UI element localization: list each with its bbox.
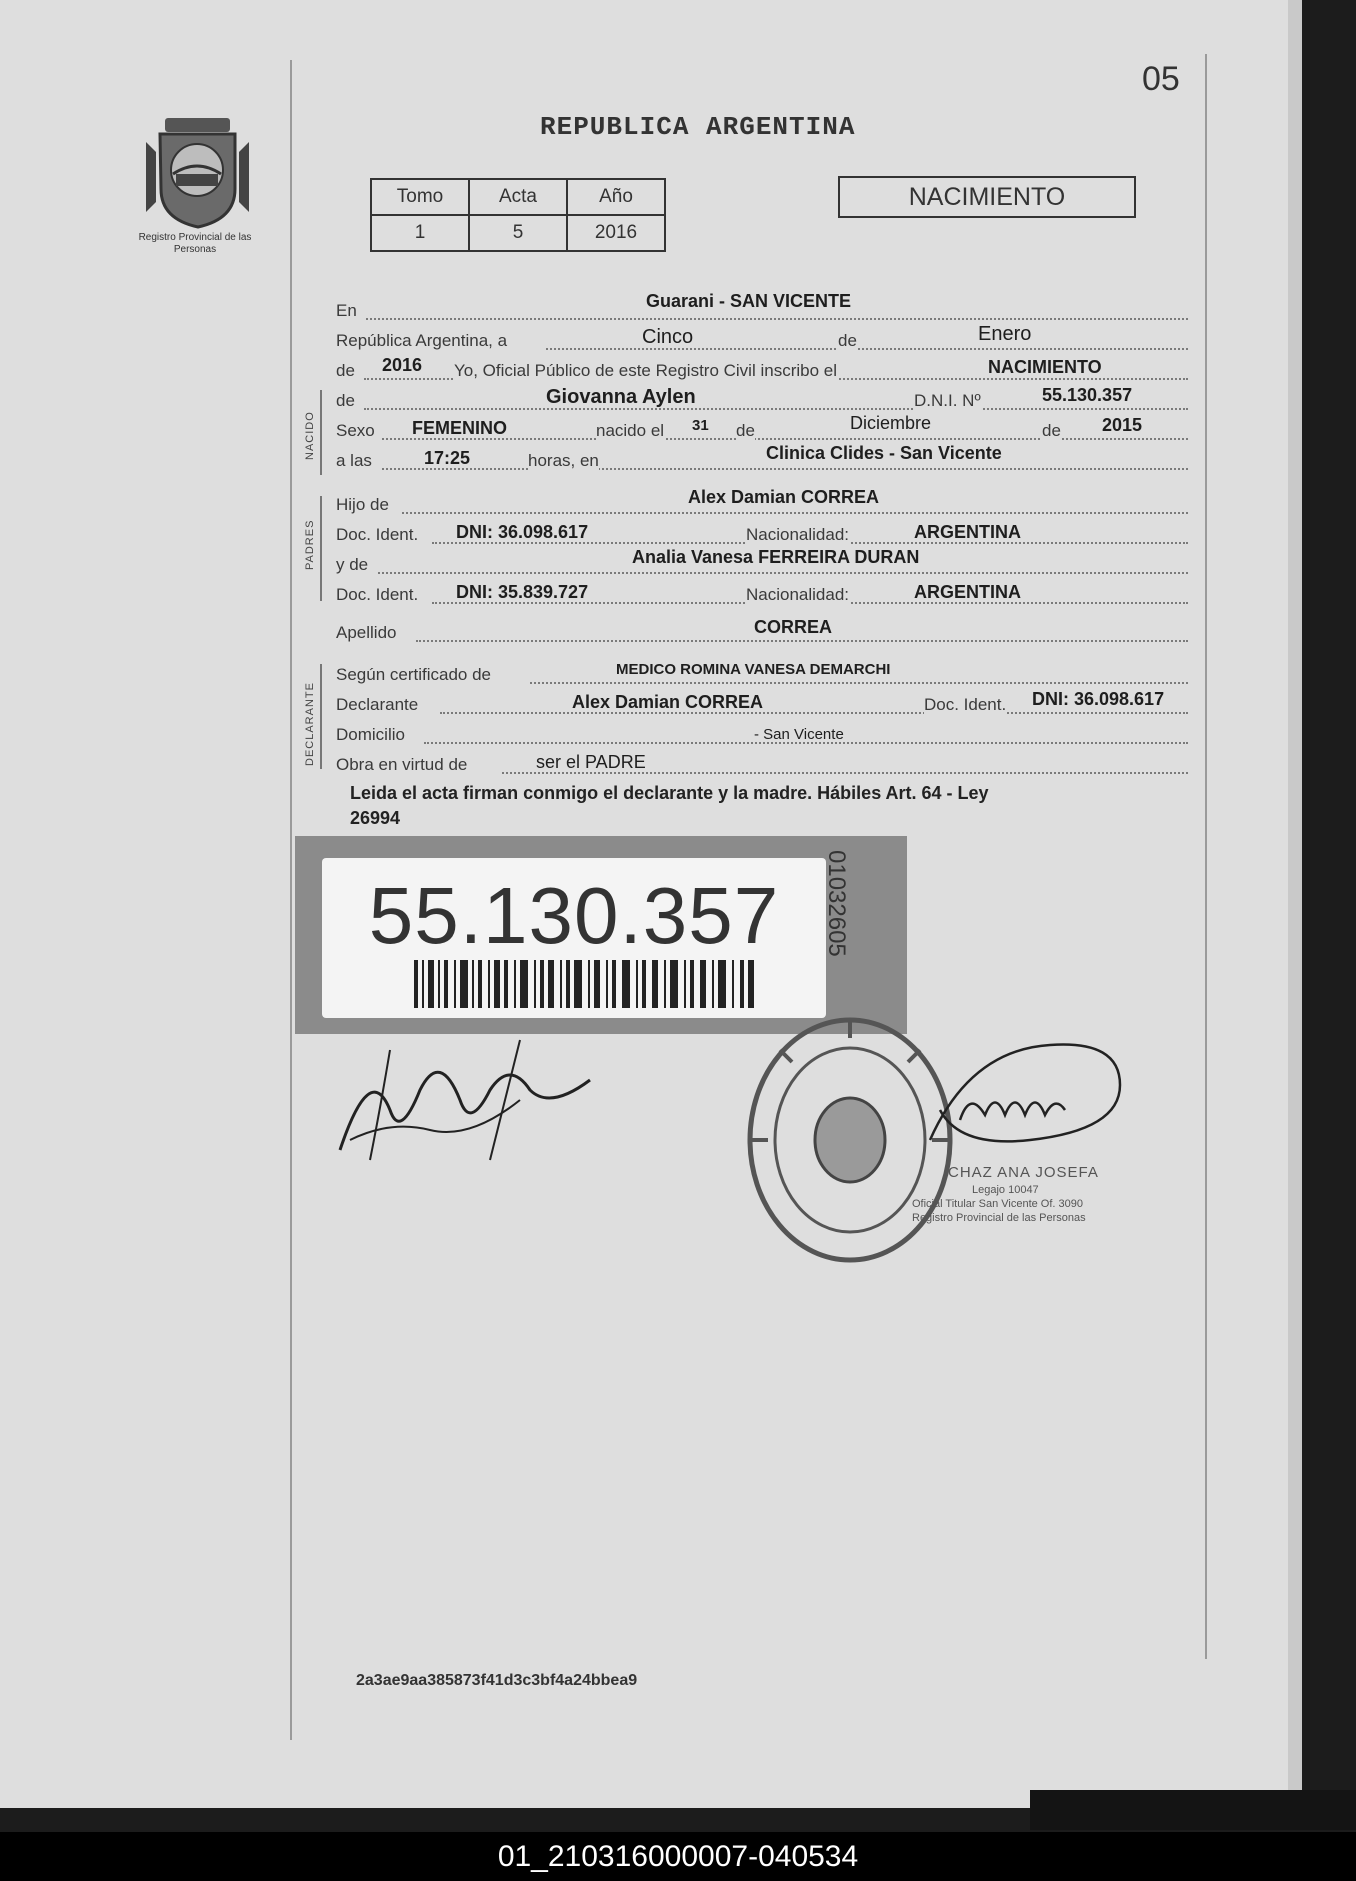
right-margin-line [1205,54,1207,1659]
value-father-doc: DNI: 36.098.617 [456,522,589,542]
row-child-time [336,443,1188,474]
value-place: Guarani - SAN VICENTE [646,291,852,311]
label-sexo: Sexo [336,421,375,440]
row-declarant [336,690,1188,718]
label-doc-ident: Doc. Ident. [336,585,419,604]
row-capacity [336,750,1188,778]
label-horas-en: horas, en [528,451,599,470]
record-table-header [371,179,665,215]
label-declarante: Declarante [336,695,419,714]
label-de: de [336,391,355,410]
provincial-crest-icon [140,112,255,232]
value-child-sex: FEMENINO [412,418,508,438]
side-label-parents: PADRES [304,519,316,570]
label-apellido: Apellido [336,623,397,642]
closing-statement: Leida el acta firman conmigo el declarante y la madre. Hábiles Art. 64 - Ley [350,783,989,803]
file-caption: 01_210316000007-040534 [0,1832,1356,1881]
value-declarant-capacity: ser el PADRE [536,752,646,772]
section-bar-birth [320,390,322,475]
barcode-icon [414,960,754,1008]
value-year: 2016 [382,355,423,375]
registrar-legajo: Legajo 10047 [972,1184,1039,1196]
section-bar-parents [320,496,322,601]
value-registered-event: NACIMIENTO [988,357,1102,377]
dni-sticker-number: 55.130.357 [368,871,780,960]
value-child-name: Giovanna Aylen [546,386,696,408]
value-birth-year: 2015 [1102,415,1143,435]
label-hijo-de: Hijo de [336,495,389,514]
sticker-serial: 01032605 [823,850,850,957]
value-surname: CORREA [754,617,833,637]
label-doc-ident: Doc. Ident. [924,695,1007,714]
label-y-de: y de [336,555,369,574]
label-de: de [736,421,755,440]
value-declarant-address: - San Vicente [754,726,844,743]
row-certificate [336,660,1188,688]
label-doc-ident: Doc. Ident. [336,525,419,544]
label-dni-nro: D.N.I. Nº [914,391,981,410]
document-hash: 2a3ae9aa385873f41d3c3bf4a24bbea9 [356,1672,638,1689]
side-label-declarant: DECLARANTE [304,682,316,766]
row-surname [336,618,1188,646]
page-edge [1288,0,1302,1800]
document-title: REPUBLICA ARGENTINA [540,112,856,142]
label-a-las: a las [336,451,372,470]
dotted-line [382,468,1188,470]
header-acta: Acta [469,179,567,215]
value-birth-day: 31 [692,417,709,434]
section-bar-declarant [320,664,322,769]
value-mother-doc: DNI: 35.839.727 [456,582,589,602]
value-day-words: Cinco [642,326,694,348]
label-yo-oficial: Yo, Oficial Público de este Registro Civil inscribo el [454,361,837,380]
row-mother-name [336,547,1188,578]
crest-caption: Registro Provincial de las Personas [138,232,252,255]
row-place [336,291,1188,324]
registrar-office: Registro Provincial de las Personas [912,1212,1086,1224]
header-anio: Año [567,179,665,215]
value-birth-time: 17:25 [424,448,471,468]
left-margin-line [290,60,292,1740]
value-declarant-name: Alex Damian CORREA [572,692,764,712]
value-child-dni: 55.130.357 [1042,385,1133,405]
label-nacionalidad: Nacionalidad: [746,525,850,544]
row-mother-doc [336,580,1188,608]
header-tomo: Tomo [371,179,469,215]
dotted-line [402,512,1188,514]
label-nacido-el: nacido el [596,421,665,440]
page-fold-shadow [1030,1790,1356,1830]
row-address [336,720,1188,748]
value-month: Enero [978,323,1032,345]
registrar-signature-icon [920,1040,1130,1160]
registrar-name: CHAZ ANA JOSEFA [948,1164,1099,1181]
value-father-nationality: ARGENTINA [914,522,1021,542]
dotted-line [530,682,1188,684]
row-date [336,323,1188,354]
value-birth-place: Clinica Clides - San Vicente [766,443,1002,463]
label-domicilio: Domicilio [336,725,405,744]
side-label-birth: NACIDO [304,411,316,460]
label-en: En [336,301,357,320]
label-de: de [336,361,355,380]
value-certificate-by: MEDICO ROMINA VANESA DEMARCHI [616,661,891,678]
row-year [336,356,1188,384]
page-number: 05 [1142,60,1180,98]
label-segun-certificado: Según certificado de [336,665,491,684]
value-mother-nationality: ARGENTINA [914,582,1021,602]
value-acta: 5 [469,215,567,251]
value-mother-name: Analia Vanesa FERREIRA DURAN [632,547,920,567]
dotted-line [378,572,1188,574]
row-child-name [336,386,1188,414]
label-de: de [1042,421,1061,440]
value-birth-month: Diciembre [850,413,932,433]
closing-law-number: 26994 [350,808,401,828]
dotted-line [440,712,1188,714]
label-nacionalidad: Nacionalidad: [746,585,850,604]
row-child-sex [336,413,1188,444]
registrar-role: Oficial Titular San Vicente Of. 3090 [912,1198,1083,1210]
label-obra-en-virtud: Obra en virtud de [336,755,468,774]
record-type-box: NACIMIENTO [838,176,1136,218]
label-republica: República Argentina, a [336,331,508,350]
value-father-name: Alex Damian CORREA [688,487,880,507]
record-table-values [371,215,665,251]
value-declarant-doc: DNI: 36.098.617 [1032,689,1165,709]
record-table [370,178,666,252]
value-anio: 2016 [567,215,665,251]
label-de: de [838,331,857,350]
row-father-name [336,487,1188,518]
signatures-icon [330,1030,630,1170]
value-tomo: 1 [371,215,469,251]
dotted-line [364,408,1188,410]
dotted-line [366,318,1188,320]
row-father-doc [336,520,1188,548]
dotted-line [416,640,1188,642]
